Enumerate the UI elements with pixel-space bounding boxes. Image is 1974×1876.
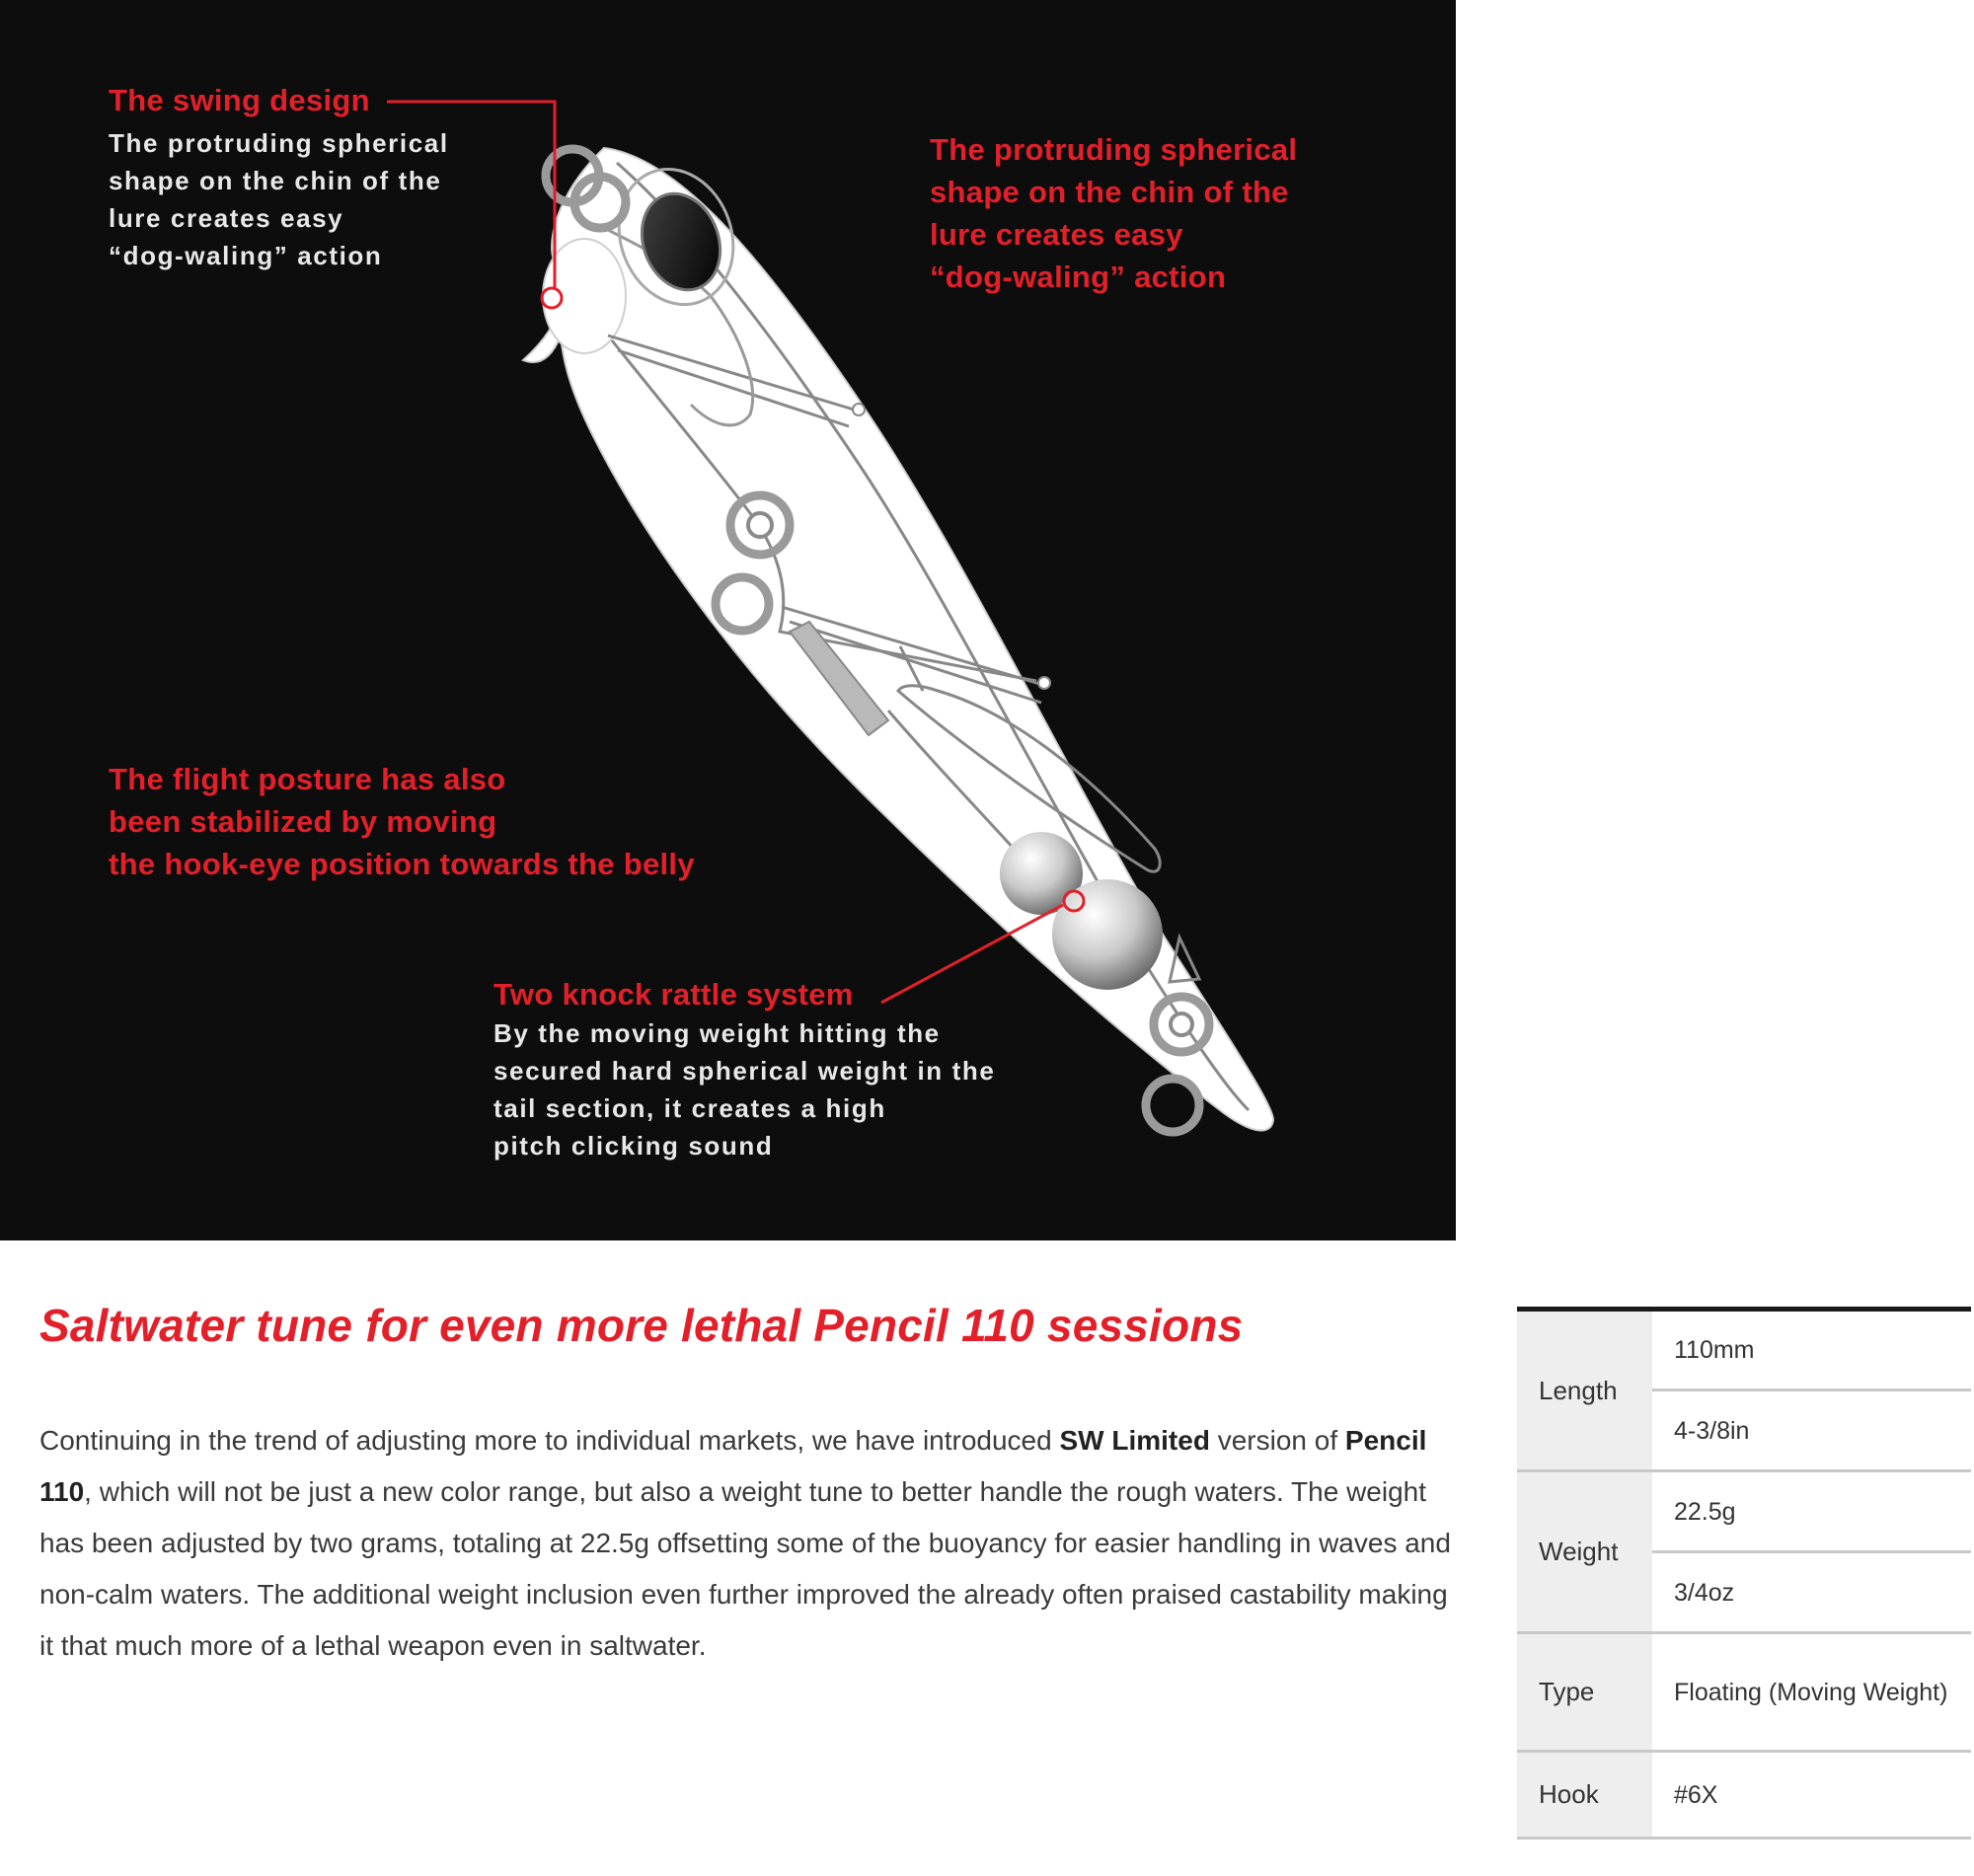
spec-row-hook [1517, 1752, 1971, 1838]
product-description [39, 1415, 1461, 1672]
callout-line: lure creates easy [109, 203, 344, 233]
callout-body [109, 758, 695, 885]
spec-table [1517, 1307, 1971, 1839]
callout-line: tail section, it creates a high [494, 1093, 886, 1123]
callout-title: The swing design [109, 83, 370, 117]
callout-flight-posture [109, 758, 695, 885]
spec-value-length-mm: 110mm [1652, 1310, 1971, 1390]
callout-line: lure creates easy [930, 217, 1183, 252]
callout-title: Two knock rattle system [494, 977, 854, 1012]
spec-row-length [1517, 1310, 1971, 1390]
callout-body [930, 128, 1297, 298]
callout-line: The flight posture has also [109, 762, 506, 796]
description-text: , which will not be just a new color range, but also a weight tune to better handle the rough waters. The weight has been adjusted by two grams, totaling at 22.5g offsetting some of the buoyancy for easier handling in waves and non-calm waters. The additional weight inclusion even further improved the already often praised castability making it that much more of a lethal weapon even in saltwater. [39, 1476, 1451, 1661]
callout-protruding-shape [930, 128, 1297, 298]
description-bold-sw-limited: SW Limited [1059, 1425, 1210, 1456]
product-headline: Saltwater tune for even more lethal Pencil 110 sessions [39, 1300, 1244, 1351]
callout-line: shape on the chin of the [109, 166, 442, 195]
callout-body [494, 1014, 995, 1164]
spec-value-length-in: 4-3/8in [1652, 1390, 1971, 1471]
spec-row-type [1517, 1633, 1971, 1752]
spec-value-weight-g: 22.5g [1652, 1471, 1971, 1552]
spec-value-hook: #6X [1652, 1752, 1971, 1838]
callout-line: “dog-waling” action [930, 260, 1227, 294]
callout-swing-design [109, 83, 449, 274]
callout-rattle-system [494, 977, 995, 1164]
callout-line: The protruding spherical [930, 132, 1298, 167]
spec-label-length: Length [1517, 1310, 1652, 1471]
callout-line: secured hard spherical weight in the [494, 1056, 996, 1086]
callout-line: shape on the chin of the [930, 175, 1289, 209]
description-text: Continuing in the trend of adjusting more to individual markets, we have introduced [39, 1425, 1060, 1456]
callout-line: pitch clicking sound [494, 1131, 774, 1161]
spec-label-hook: Hook [1517, 1752, 1652, 1838]
callout-line: been stabilized by moving [109, 804, 497, 839]
description-text: version of [1209, 1425, 1345, 1456]
callout-body [109, 124, 449, 274]
description-bold-pencil-110: Pencil 110 [39, 1425, 1427, 1507]
spec-row-weight [1517, 1471, 1971, 1552]
callout-line: the hook-eye position towards the belly [109, 847, 695, 881]
spec-value-type: Floating (Moving Weight) [1652, 1633, 1971, 1752]
spec-label-weight: Weight [1517, 1471, 1652, 1633]
callout-line: “dog-waling” action [109, 241, 383, 270]
callout-line: By the moving weight hitting the [494, 1018, 941, 1048]
spec-label-type: Type [1517, 1633, 1652, 1752]
lure-diagram [0, 0, 1456, 1240]
callout-line: The protruding spherical [109, 128, 449, 158]
spec-value-weight-oz: 3/4oz [1652, 1552, 1971, 1633]
